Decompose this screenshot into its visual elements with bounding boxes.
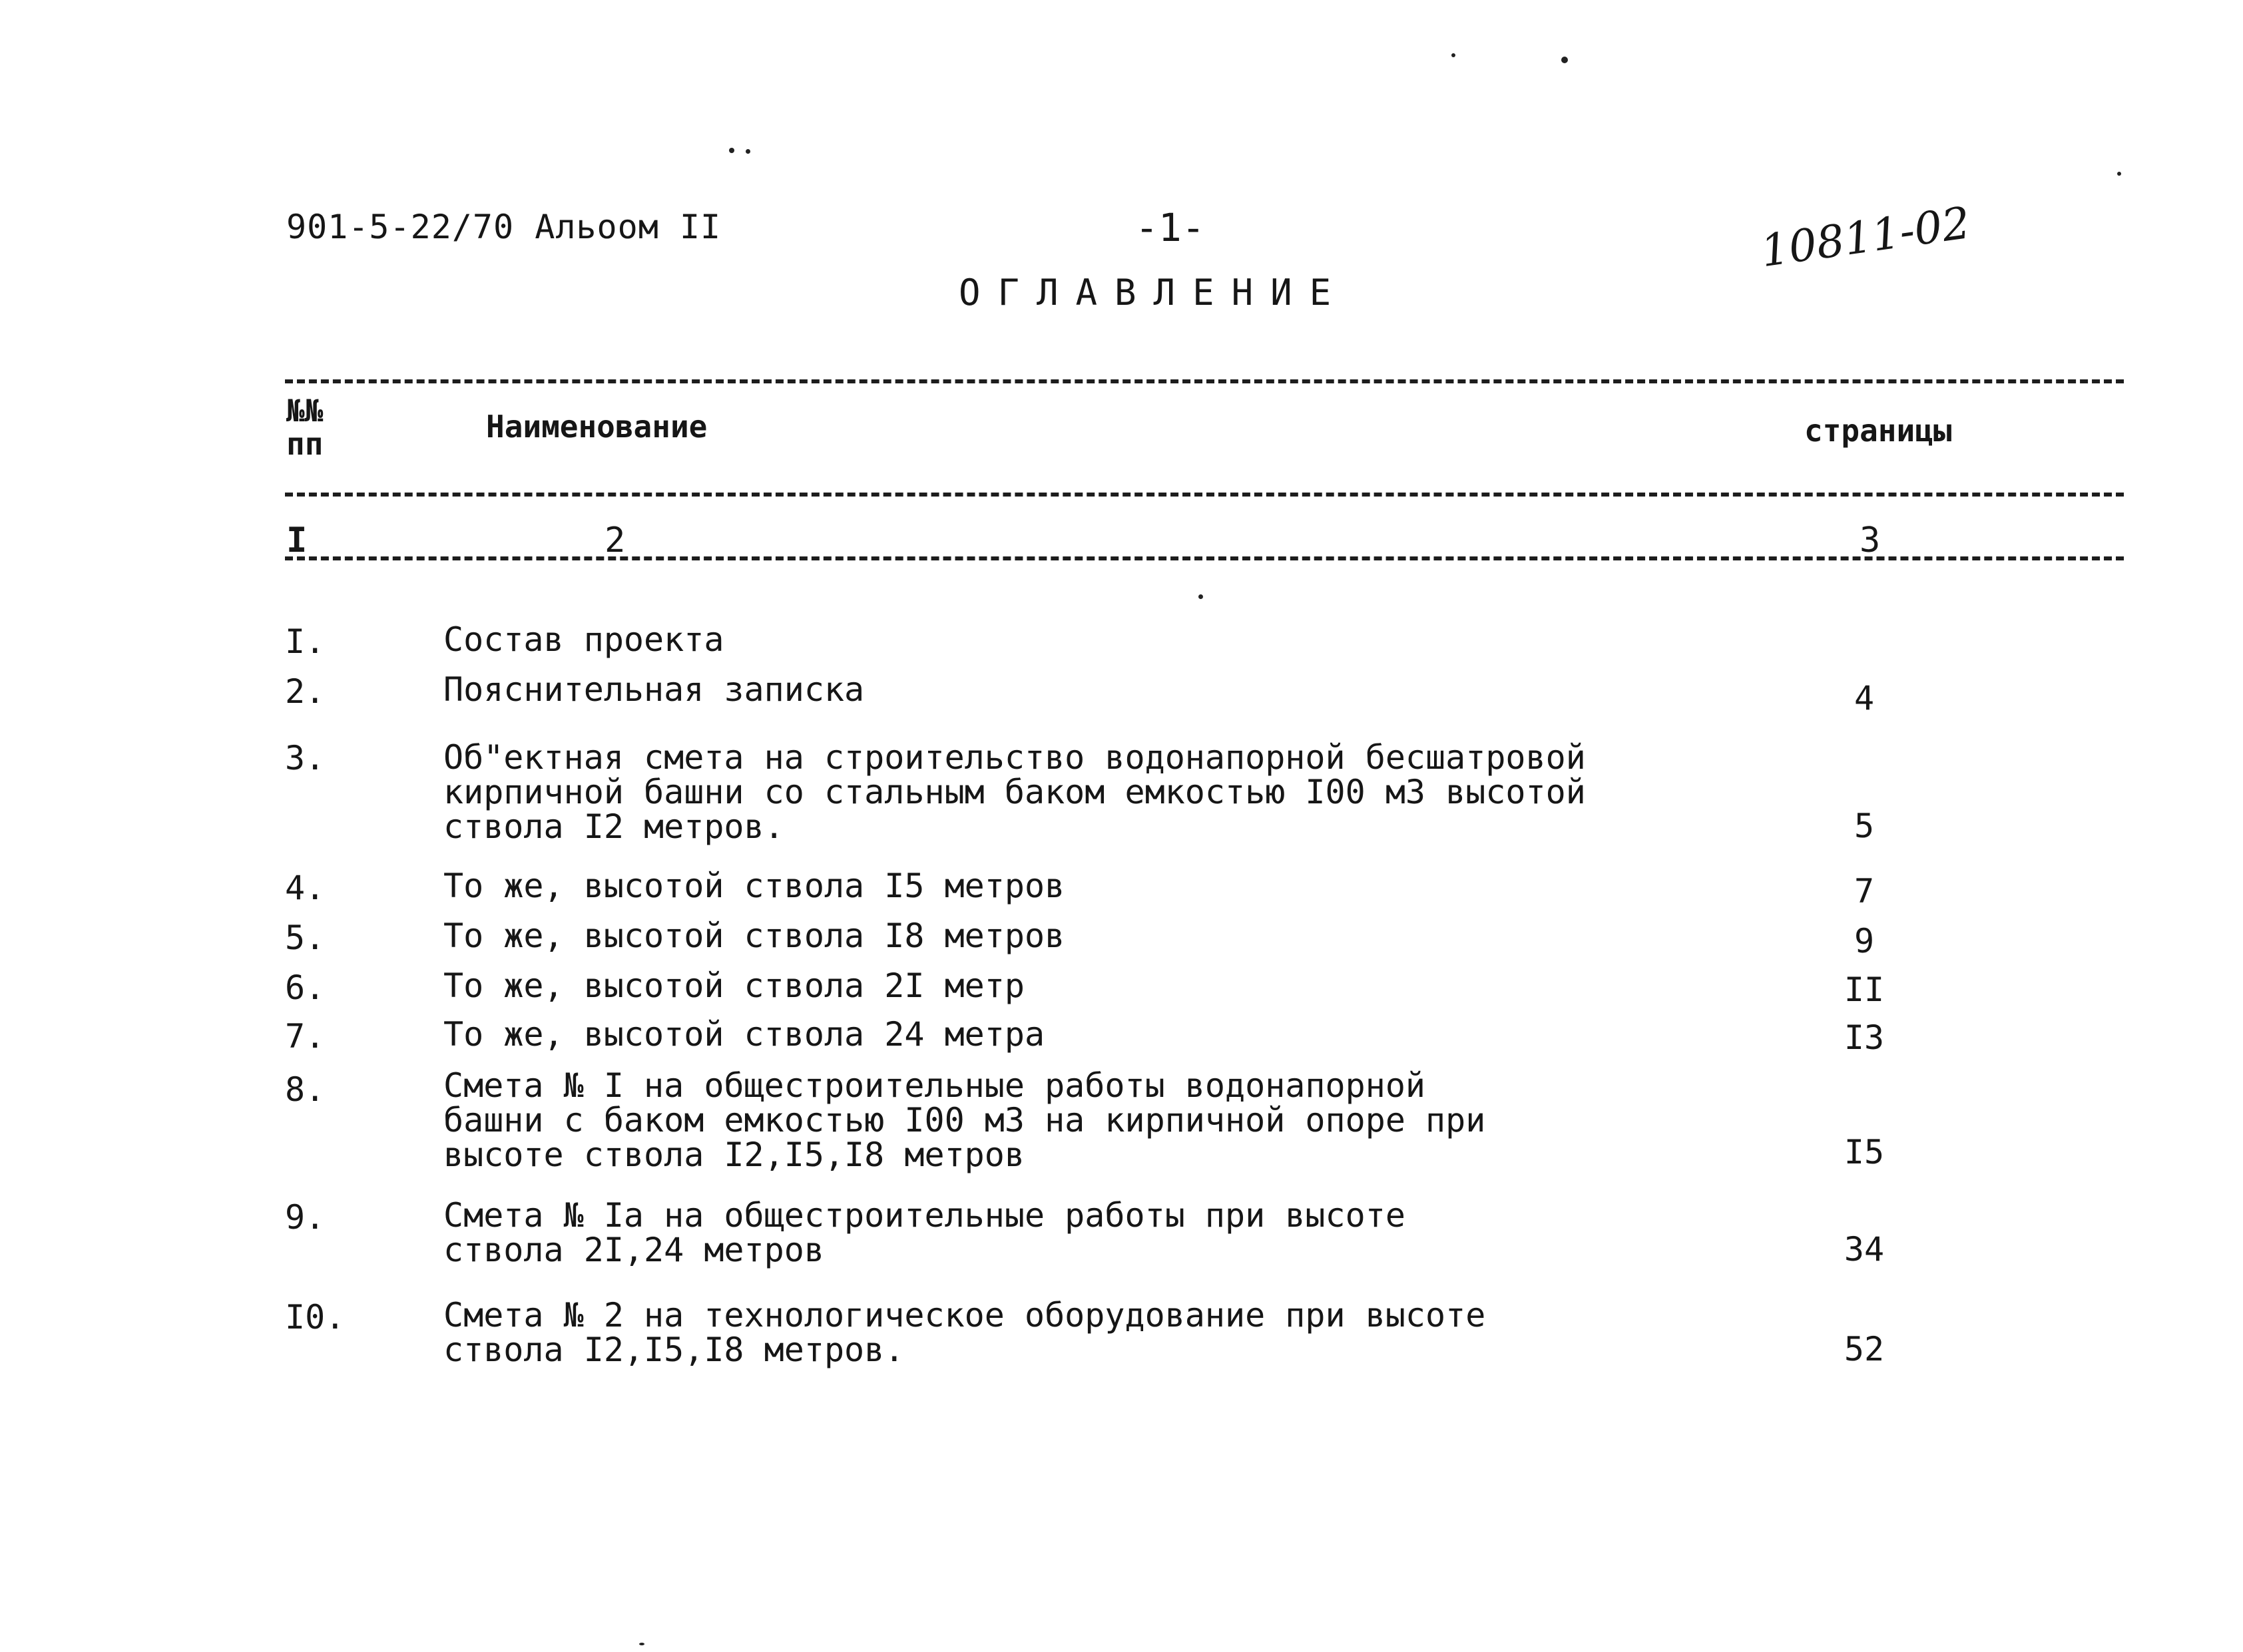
scan-speck bbox=[2117, 172, 2121, 176]
column-header-name: Наименование bbox=[486, 409, 708, 445]
row-title bbox=[443, 1017, 1045, 1052]
row-title bbox=[443, 1298, 1485, 1367]
row-title-line: То же, высотой ствола I5 метров bbox=[443, 867, 1065, 905]
row-title-line: Состав проекта bbox=[443, 620, 724, 659]
row-title-line: Смета № I на общестроительные работы водонапорной bbox=[443, 1066, 1426, 1105]
page-title: ОГЛАВЛЕНИЕ bbox=[959, 272, 1349, 313]
row-title-line: кирпичной башни со стальным баком емкостью I00 м3 высотой bbox=[443, 773, 1586, 811]
row-title bbox=[443, 1068, 1485, 1172]
row-number: 7. bbox=[285, 1017, 326, 1056]
column-header-number-line1: №№ bbox=[286, 393, 324, 429]
row-number: 6. bbox=[285, 968, 326, 1007]
row-title-line: башни с баком емкостью I00 м3 на кирпичной опоре при bbox=[443, 1101, 1486, 1139]
row-title-line: То же, высотой ствола 24 метра bbox=[443, 1015, 1045, 1054]
row-number: I0. bbox=[285, 1298, 346, 1337]
row-page: 7 bbox=[1854, 872, 1875, 911]
row-title bbox=[443, 919, 1065, 953]
row-number: 9. bbox=[285, 1198, 326, 1237]
row-title-line: ствола I2,I5,I8 метров. bbox=[443, 1331, 905, 1369]
row-page: 5 bbox=[1854, 807, 1875, 845]
row-title bbox=[443, 1198, 1405, 1267]
row-title-line: То же, высотой ствола I8 метров bbox=[443, 917, 1065, 955]
row-number: I. bbox=[285, 622, 326, 661]
row-title bbox=[443, 672, 864, 707]
handwritten-inventory-number: 10811-02 bbox=[1758, 196, 1973, 278]
scan-speck bbox=[1451, 53, 1455, 57]
column-header-number bbox=[286, 394, 323, 461]
scan-speck bbox=[746, 149, 750, 154]
row-title-line: Пояснительная записка bbox=[443, 670, 865, 709]
row-title bbox=[443, 740, 1586, 844]
scan-speck bbox=[729, 148, 734, 153]
row-title-line: Об"ектная смета на строительство водонапорной бесшатровой bbox=[443, 738, 1586, 777]
row-page: 4 bbox=[1854, 679, 1875, 718]
row-title bbox=[443, 968, 1025, 1003]
row-number: 4. bbox=[285, 869, 326, 907]
page-number: -1- bbox=[1135, 205, 1205, 250]
table-top-rule bbox=[285, 379, 2124, 383]
row-title-line: высоте ствола I2,I5,I8 метров bbox=[443, 1136, 1025, 1174]
column-numbers-rule bbox=[285, 556, 2124, 560]
column-header-number-line2: пп bbox=[286, 426, 324, 462]
row-page: I5 bbox=[1844, 1133, 1885, 1171]
scan-speck bbox=[1198, 594, 1203, 599]
row-page: I3 bbox=[1844, 1018, 1885, 1057]
row-page: 52 bbox=[1844, 1330, 1885, 1368]
column-number-1: I bbox=[286, 520, 308, 560]
row-page: 9 bbox=[1854, 922, 1875, 960]
scan-speck bbox=[639, 1643, 644, 1645]
row-number: 2. bbox=[285, 672, 326, 711]
row-page: 34 bbox=[1844, 1230, 1885, 1269]
row-title-line: ствола 2I,24 метров bbox=[443, 1231, 824, 1269]
header-bottom-rule bbox=[285, 493, 2124, 497]
scan-speck bbox=[1561, 57, 1568, 63]
column-number-2: 2 bbox=[605, 520, 626, 560]
column-header-pages: страницы bbox=[1804, 413, 1952, 449]
row-title bbox=[443, 622, 724, 657]
document-code: 901-5-22/70 Альоом II bbox=[286, 208, 722, 246]
row-number: 3. bbox=[285, 739, 326, 777]
column-number-3: 3 bbox=[1860, 520, 1881, 560]
row-title-line: ствола I2 метров. bbox=[443, 807, 784, 846]
row-number: 8. bbox=[285, 1070, 326, 1109]
row-number: 5. bbox=[285, 919, 326, 957]
row-title bbox=[443, 869, 1065, 903]
row-page: II bbox=[1844, 970, 1885, 1009]
row-title-line: Смета № 2 на технологическое оборудование при высоте bbox=[443, 1296, 1486, 1335]
row-title-line: Смета № Iа на общестроительные работы при высоте bbox=[443, 1196, 1405, 1235]
row-title-line: То же, высотой ствола 2I метр bbox=[443, 966, 1025, 1005]
